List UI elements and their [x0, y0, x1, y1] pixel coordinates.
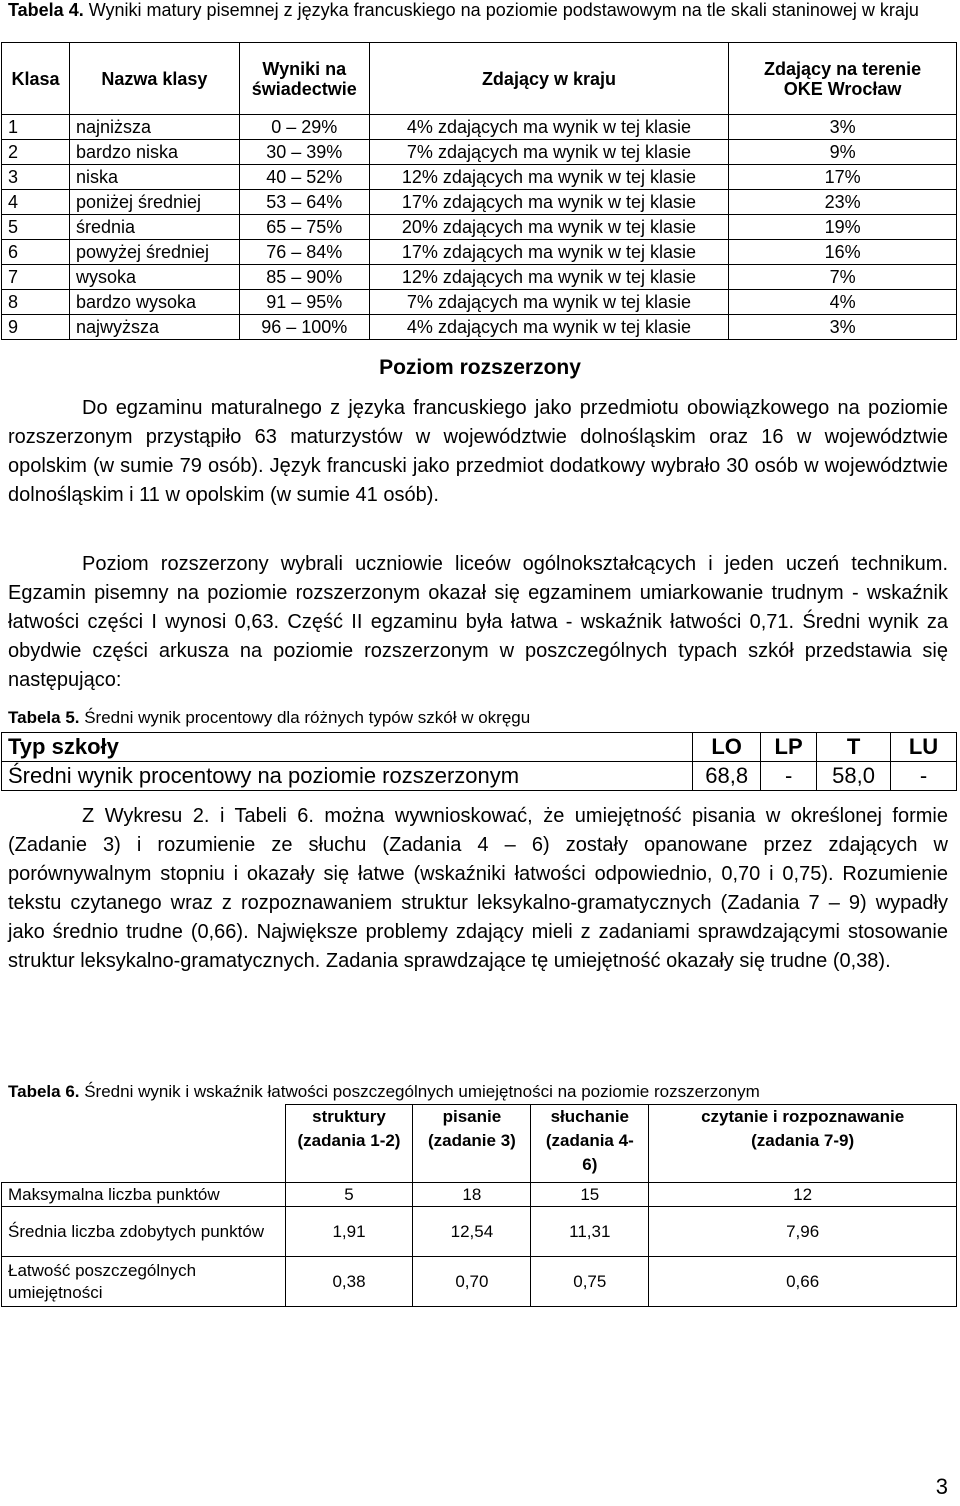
table4-row — [2, 265, 957, 290]
table6-row-label: Łatwość poszczególnych umiejętności — [2, 1257, 286, 1307]
table6-col-struktury: struktury (zadania 1-2) — [285, 1105, 413, 1183]
table4-row — [2, 115, 957, 140]
table4-cell-kraj: 20% zdających ma wynik w tej klasie — [369, 215, 728, 240]
table6-cell: 18 — [413, 1183, 531, 1207]
table4-cell-name: bardzo niska — [69, 140, 239, 165]
table4-cell-oke: 4% — [729, 290, 957, 315]
table4 — [1, 42, 957, 340]
table5-value-t: 58,0 — [817, 762, 891, 791]
table6-cell: 0,75 — [531, 1257, 649, 1307]
table6-cell: 1,91 — [285, 1207, 413, 1257]
table6-cell: 7,96 — [649, 1207, 957, 1257]
table6-col-pisanie: pisanie (zadanie 3) — [413, 1105, 531, 1183]
table4-cell-kraj: 7% zdających ma wynik w tej klasie — [369, 140, 728, 165]
table4-cell-range: 0 – 29% — [239, 115, 369, 140]
table4-cell-range: 40 – 52% — [239, 165, 369, 190]
table4-header-oke: Zdający na terenie OKE Wrocław — [729, 43, 957, 115]
table4-caption-text: Wyniki matury pisemnej z języka francuskiego na poziomie podstawowym na tle skali staninowej w kraju — [83, 0, 919, 20]
table4-cell-num: 9 — [2, 315, 70, 340]
table5-value-lp: - — [761, 762, 817, 791]
table6-caption-label: Tabela 6. — [8, 1082, 80, 1101]
table4-cell-name: niska — [69, 165, 239, 190]
table4-cell-kraj: 17% zdających ma wynik w tej klasie — [369, 240, 728, 265]
table4-cell-oke: 23% — [729, 190, 957, 215]
table4-cell-name: średnia — [69, 215, 239, 240]
table4-body — [2, 115, 957, 340]
table4-cell-oke: 19% — [729, 215, 957, 240]
table6-cell: 11,31 — [531, 1207, 649, 1257]
table6-caption-text: Średni wynik i wskaźnik łatwości poszczególnych umiejętności na poziomie rozszerzonym — [79, 1082, 760, 1101]
table5-value-lo: 68,8 — [693, 762, 761, 791]
table6-cell: 15 — [531, 1183, 649, 1207]
table4-cell-num: 3 — [2, 165, 70, 190]
table6-cell: 12,54 — [413, 1207, 531, 1257]
table5-caption-label: Tabela 5. — [8, 708, 80, 727]
table6-caption — [8, 1082, 760, 1102]
table6-cell: 5 — [285, 1183, 413, 1207]
table4-cell-oke: 3% — [729, 315, 957, 340]
table4-cell-range: 96 – 100% — [239, 315, 369, 340]
section-heading: Poziom rozszerzony — [379, 356, 581, 379]
table4-header-wyniki: Wyniki na świadectwie — [239, 43, 369, 115]
table6-col-sluchanie: słuchanie (zadania 4-6) — [531, 1105, 649, 1183]
table6-body — [2, 1183, 957, 1307]
table6-row-label: Maksymalna liczba punktów — [2, 1183, 286, 1207]
table6-row — [2, 1207, 957, 1257]
table4-cell-num: 6 — [2, 240, 70, 265]
table4-cell-oke: 9% — [729, 140, 957, 165]
table4-header-nazwa: Nazwa klasy — [69, 43, 239, 115]
table6-cell: 0,66 — [649, 1257, 957, 1307]
table4-cell-oke: 3% — [729, 115, 957, 140]
table4-cell-name: wysoka — [69, 265, 239, 290]
table4-cell-range: 65 – 75% — [239, 215, 369, 240]
table4-row — [2, 190, 957, 215]
table6-col-czytanie: czytanie i rozpoznawanie (zadania 7-9) — [649, 1105, 957, 1183]
table4-row — [2, 165, 957, 190]
table4-cell-range: 91 – 95% — [239, 290, 369, 315]
table4-cell-kraj: 12% zdających ma wynik w tej klasie — [369, 265, 728, 290]
table4-caption-label: Tabela 4. — [8, 0, 84, 20]
table5-col-lu: LU — [891, 733, 957, 762]
table4-cell-num: 8 — [2, 290, 70, 315]
table4-row — [2, 315, 957, 340]
table4-row — [2, 290, 957, 315]
table4-row — [2, 215, 957, 240]
table4-cell-num: 1 — [2, 115, 70, 140]
table5-col-lp: LP — [761, 733, 817, 762]
paragraph-1: Do egzaminu maturalnego z języka francuskiego jako przedmiotu obowiązkowego na poziomie rozszerzonym przystąpiło 63 maturzystów w województwie dolnośląskim oraz 16 w województwie opolskim (w sumie 79 osób). Język francuski jako przedmiot dodatkowy wybrało 30 osób w województwie dolnośląskim i 11 w opolskim (w sumie 41 osób). — [8, 397, 948, 506]
table4-cell-num: 4 — [2, 190, 70, 215]
table5-header-label: Typ szkoły — [2, 733, 693, 762]
table4-cell-kraj: 17% zdających ma wynik w tej klasie — [369, 190, 728, 215]
table4-cell-kraj: 4% zdających ma wynik w tej klasie — [369, 115, 728, 140]
table4-cell-kraj: 4% zdających ma wynik w tej klasie — [369, 315, 728, 340]
table4-cell-num: 2 — [2, 140, 70, 165]
table5-caption — [8, 708, 530, 728]
table4-header-klasa: Klasa — [2, 43, 70, 115]
table6-cell: 0,70 — [413, 1257, 531, 1307]
table4-cell-oke: 16% — [729, 240, 957, 265]
paragraph-3: Z Wykresu 2. i Tabeli 6. można wywnioskować, że umiejętność pisania w określonej formie (Zadanie 3) i rozumienie ze słuchu (Zadania 4 – 6) zostały opanowane przez zdających w porównywalnym stopniu i okazały się łatwe (wskaźniki łatwości odpowiednio, 0,70 i 0,75). Rozumienie tekstu czytanego wraz z rozpoznawaniem struktur leksykalno-gramatycznych (Zadania 7 – 9) wypadły jako średnio trudne (0,66). Największe problemy zdający mieli z zadaniami sprawdzającymi stosowanie struktur leksykalno-gramatycznych. Zadania sprawdzające tę umiejętność okazały się trudne (0,38). — [8, 805, 948, 972]
table4-cell-name: najniższa — [69, 115, 239, 140]
table4-cell-range: 30 – 39% — [239, 140, 369, 165]
table4-cell-kraj: 12% zdających ma wynik w tej klasie — [369, 165, 728, 190]
table6-corner — [2, 1105, 286, 1183]
table4-cell-oke: 7% — [729, 265, 957, 290]
table5-col-lo: LO — [693, 733, 761, 762]
table6-row — [2, 1257, 957, 1307]
table4-cell-name: poniżej średniej — [69, 190, 239, 215]
table6 — [1, 1104, 957, 1307]
table6-row — [2, 1183, 957, 1207]
table4-cell-oke: 17% — [729, 165, 957, 190]
table4-cell-name: powyżej średniej — [69, 240, 239, 265]
table5-caption-text: Średni wynik procentowy dla różnych typów szkół w okręgu — [79, 708, 531, 727]
table4-row — [2, 240, 957, 265]
page-number: 3 — [935, 1474, 948, 1499]
table4-header-kraj: Zdający w kraju — [369, 43, 728, 115]
table4-cell-name: bardzo wysoka — [69, 290, 239, 315]
table4-cell-kraj: 7% zdających ma wynik w tej klasie — [369, 290, 728, 315]
table4-cell-num: 7 — [2, 265, 70, 290]
table4-cell-range: 85 – 90% — [239, 265, 369, 290]
table4-cell-num: 5 — [2, 215, 70, 240]
table5-col-t: T — [817, 733, 891, 762]
table6-cell: 12 — [649, 1183, 957, 1207]
table4-row — [2, 140, 957, 165]
paragraph-2: Poziom rozszerzony wybrali uczniowie liceów ogólnokształcących i jeden uczeń technikum. Egzamin pisemny na poziomie rozszerzonym okazał się egzaminem umiarkowanie trudnym - wskaźnik łatwości części I wynosi 0,63. Część II egzaminu była łatwa - wskaźnik łatwości 0,71. Średni wynik za obydwie części arkusza na poziomie rozszerzonym w poszczególnych typach szkół przedstawia się następująco: — [8, 553, 948, 691]
table5 — [1, 732, 957, 791]
table4-cell-name: najwyższa — [69, 315, 239, 340]
table5-value-lu: - — [891, 762, 957, 791]
table4-cell-range: 53 – 64% — [239, 190, 369, 215]
table6-cell: 0,38 — [285, 1257, 413, 1307]
table4-caption — [8, 0, 956, 20]
table6-row-label: Średnia liczba zdobytych punktów — [2, 1207, 286, 1257]
table4-cell-range: 76 – 84% — [239, 240, 369, 265]
table5-row-label: Średni wynik procentowy na poziomie rozszerzonym — [2, 762, 693, 791]
